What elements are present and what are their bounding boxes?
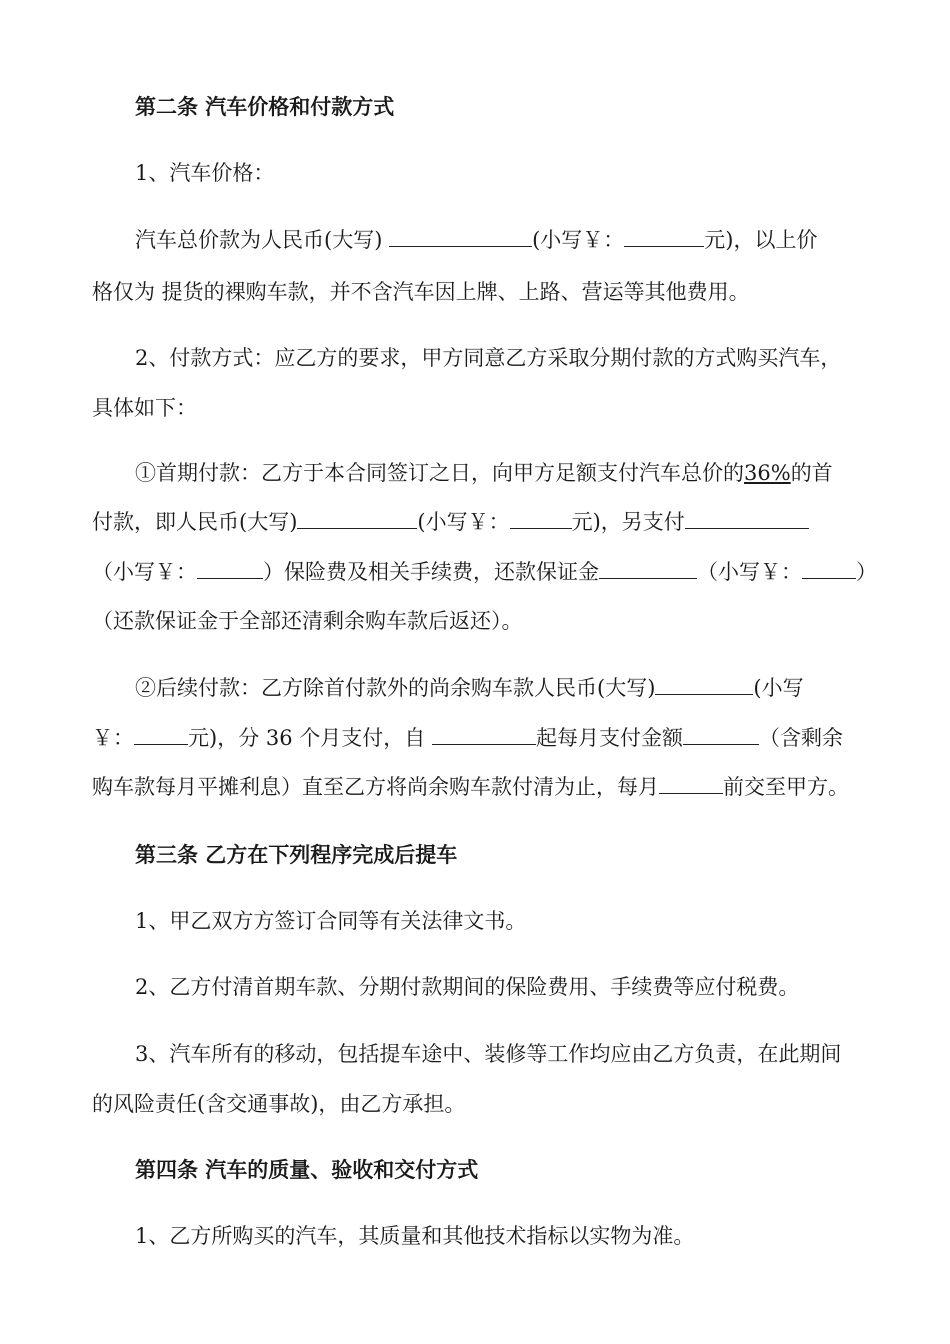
- price-text-b: (小写￥：: [532, 228, 625, 252]
- later-text-a: ②后续付款：乙方除首付款外的尚余购车款人民币(大写): [135, 676, 656, 700]
- total-price-words-blank: [389, 226, 532, 247]
- down-payment-figure-blank: [510, 508, 572, 529]
- monthly-amount-blank: [683, 724, 759, 745]
- remaining-words-blank: [655, 674, 753, 695]
- price-line-1: [135, 225, 817, 255]
- later2-text-b: 元)，分 36 个月支付，自: [188, 726, 432, 750]
- first2-text-c: 元)，另支付: [571, 510, 685, 534]
- first2-text-a: 付款，即人民币(大写): [92, 510, 298, 534]
- total-price-figure-blank: [624, 226, 704, 247]
- later2-text-a: ￥：: [92, 726, 134, 750]
- deposit-words-blank: [599, 558, 697, 579]
- article2-heading: 第二条 汽车价格和付款方式: [135, 94, 395, 119]
- later2-text-d: （含剩余: [758, 726, 843, 750]
- monthly-due-day-blank: [659, 773, 723, 794]
- later-text-b: (小写: [753, 676, 804, 700]
- later-payment-line-3: [92, 772, 849, 802]
- first-payment-line-3: [92, 557, 877, 587]
- down-payment-words-blank: [297, 508, 417, 529]
- payment-line-2: 具体如下：: [92, 396, 197, 420]
- later-payment-line-2: [92, 723, 843, 753]
- first-text-b: 的首: [790, 461, 833, 485]
- insurance-figure-blank: [197, 558, 263, 579]
- down-payment-percent: 36%: [744, 461, 791, 485]
- article3-item-3-line-1: 3、汽车所有的移动，包括提车途中、装修等工作均应由乙方负责，在此期间: [135, 1042, 842, 1066]
- later2-text-c: 起每月支付金额: [535, 726, 683, 750]
- first3-text-b: ）保险费及相关手续费，还款保证金: [263, 560, 599, 584]
- article3-item-3-line-2: 的风险责任(含交通事故)，由乙方承担。: [92, 1092, 466, 1116]
- first-payment-line-1: [135, 458, 833, 488]
- price-label: 1、汽车价格：: [135, 161, 275, 185]
- insurance-words-blank: [685, 508, 809, 529]
- deposit-figure-blank: [802, 558, 856, 579]
- article3-item-2: 2、乙方付清首期车款、分期付款期间的保险费用、手续费等应付税费。: [135, 975, 800, 999]
- price-line-2: 格仅为 提货的裸购车款，并不含汽车因上牌、上路、营运等其他费用。: [92, 280, 750, 304]
- remaining-figure-blank: [134, 724, 188, 745]
- first3-text-c: （小写￥：: [697, 560, 802, 584]
- article4-item-1: 1、乙方所购买的汽车，其质量和其他技术指标以实物为准。: [135, 1224, 695, 1248]
- article4-heading: 第四条 汽车的质量、验收和交付方式: [135, 1157, 479, 1182]
- later3-text-b: 前交至甲方。: [723, 775, 849, 799]
- price-text-a: 汽车总价款为人民币(大写): [135, 228, 390, 252]
- first2-text-b: (小写￥：: [417, 510, 510, 534]
- first-payment-line-2: [92, 507, 809, 537]
- first3-text-d: ）: [856, 560, 877, 584]
- start-date-blank: [432, 724, 536, 745]
- first3-text-a: （小写￥：: [92, 560, 197, 584]
- first-payment-line-4: （还款保证金于全部还清剩余购车款后返还）。: [92, 609, 523, 633]
- later3-text-a: 购车款每月平摊利息）直至乙方将尚余购车款付清为止，每月: [92, 775, 659, 799]
- first-text-a: ①首期付款：乙方于本合同签订之日，向甲方足额支付汽车总价的: [135, 461, 744, 485]
- article3-item-1: 1、甲乙双方方签订合同等有关法律文书。: [135, 909, 527, 933]
- payment-line-1: 2、付款方式：应乙方的要求，甲方同意乙方采取分期付款的方式购买汽车，: [135, 346, 842, 370]
- later-payment-line-1: [135, 673, 804, 703]
- article3-heading: 第三条 乙方在下列程序完成后提车: [135, 842, 458, 867]
- price-text-c: 元)，以上价: [704, 228, 818, 252]
